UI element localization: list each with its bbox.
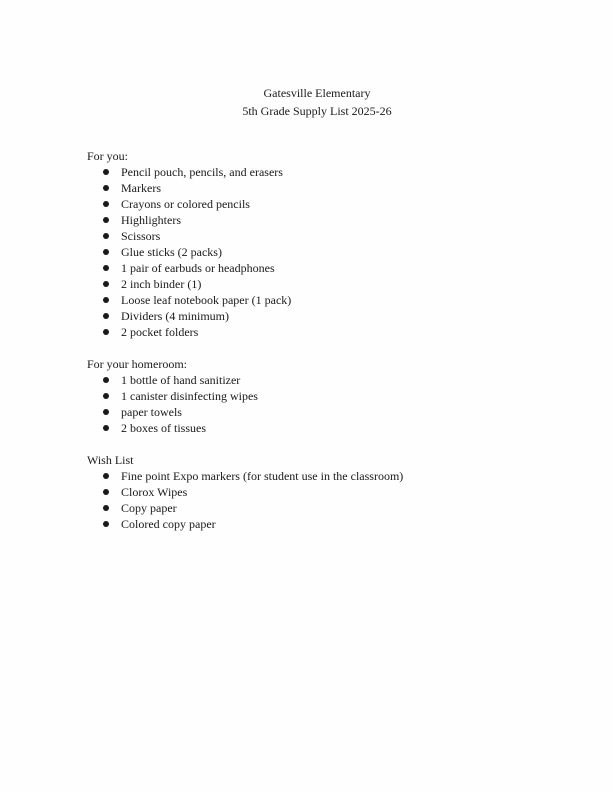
item-label: Highlighters (121, 213, 181, 227)
item-label: Dividers (4 minimum) (121, 309, 229, 323)
section-for-homeroom (87, 356, 567, 436)
item-label: 2 inch binder (1) (121, 277, 202, 291)
list-item (87, 500, 567, 516)
list-item (87, 212, 567, 228)
list-item (87, 260, 567, 276)
item-label: Copy paper (121, 501, 177, 515)
bullet-icon (103, 265, 109, 271)
bullet-icon (103, 393, 109, 399)
item-label: 1 canister disinfecting wipes (121, 389, 258, 403)
school-name: Gatesville Elementary (263, 86, 371, 100)
document-header (0, 84, 612, 120)
bullet-icon (103, 169, 109, 175)
item-label: 2 pocket folders (121, 325, 199, 339)
bullet-icon (103, 425, 109, 431)
item-label: Scissors (121, 229, 161, 243)
document-title: 5th Grade Supply List 2025-26 (242, 104, 392, 118)
list-item (87, 308, 567, 324)
bullet-icon (103, 329, 109, 335)
item-label: paper towels (121, 405, 182, 419)
item-label: 2 boxes of tissues (121, 421, 206, 435)
bullet-icon (103, 185, 109, 191)
section-heading: For your homeroom: (87, 357, 187, 371)
bullet-icon (103, 409, 109, 415)
list-item (87, 468, 567, 484)
supply-list (87, 468, 567, 532)
bullet-icon (103, 313, 109, 319)
bullet-icon (103, 281, 109, 287)
list-item (87, 164, 567, 180)
item-label: 1 pair of earbuds or headphones (121, 261, 275, 275)
bullet-icon (103, 377, 109, 383)
bullet-icon (103, 217, 109, 223)
supply-list (87, 372, 567, 436)
list-item (87, 292, 567, 308)
item-label: Pencil pouch, pencils, and erasers (121, 165, 283, 179)
list-item (87, 324, 567, 340)
bullet-icon (103, 521, 109, 527)
item-label: Fine point Expo markers (for student use in the classroom) (121, 469, 404, 483)
bullet-icon (103, 249, 109, 255)
list-item (87, 484, 567, 500)
list-item (87, 420, 567, 436)
bullet-icon (103, 505, 109, 511)
bullet-icon (103, 233, 109, 239)
list-item (87, 372, 567, 388)
bullet-icon (103, 297, 109, 303)
item-label: Loose leaf notebook paper (1 pack) (121, 293, 292, 307)
bullet-icon (103, 473, 109, 479)
list-item (87, 228, 567, 244)
list-item (87, 180, 567, 196)
item-label: Glue sticks (2 packs) (121, 245, 222, 259)
section-wish-list (87, 452, 567, 532)
supply-list (87, 164, 567, 340)
list-item (87, 276, 567, 292)
section-for-you (87, 148, 567, 340)
list-item (87, 388, 567, 404)
list-item (87, 244, 567, 260)
item-label: Crayons or colored pencils (121, 197, 250, 211)
bullet-icon (103, 201, 109, 207)
bullet-icon (103, 489, 109, 495)
list-item (87, 196, 567, 212)
item-label: Colored copy paper (121, 517, 216, 531)
item-label: Markers (121, 181, 161, 195)
section-heading: Wish List (87, 453, 134, 467)
section-heading: For you: (87, 149, 129, 163)
item-label: 1 bottle of hand sanitizer (121, 373, 241, 387)
list-item (87, 404, 567, 420)
list-item (87, 516, 567, 532)
item-label: Clorox Wipes (121, 485, 188, 499)
